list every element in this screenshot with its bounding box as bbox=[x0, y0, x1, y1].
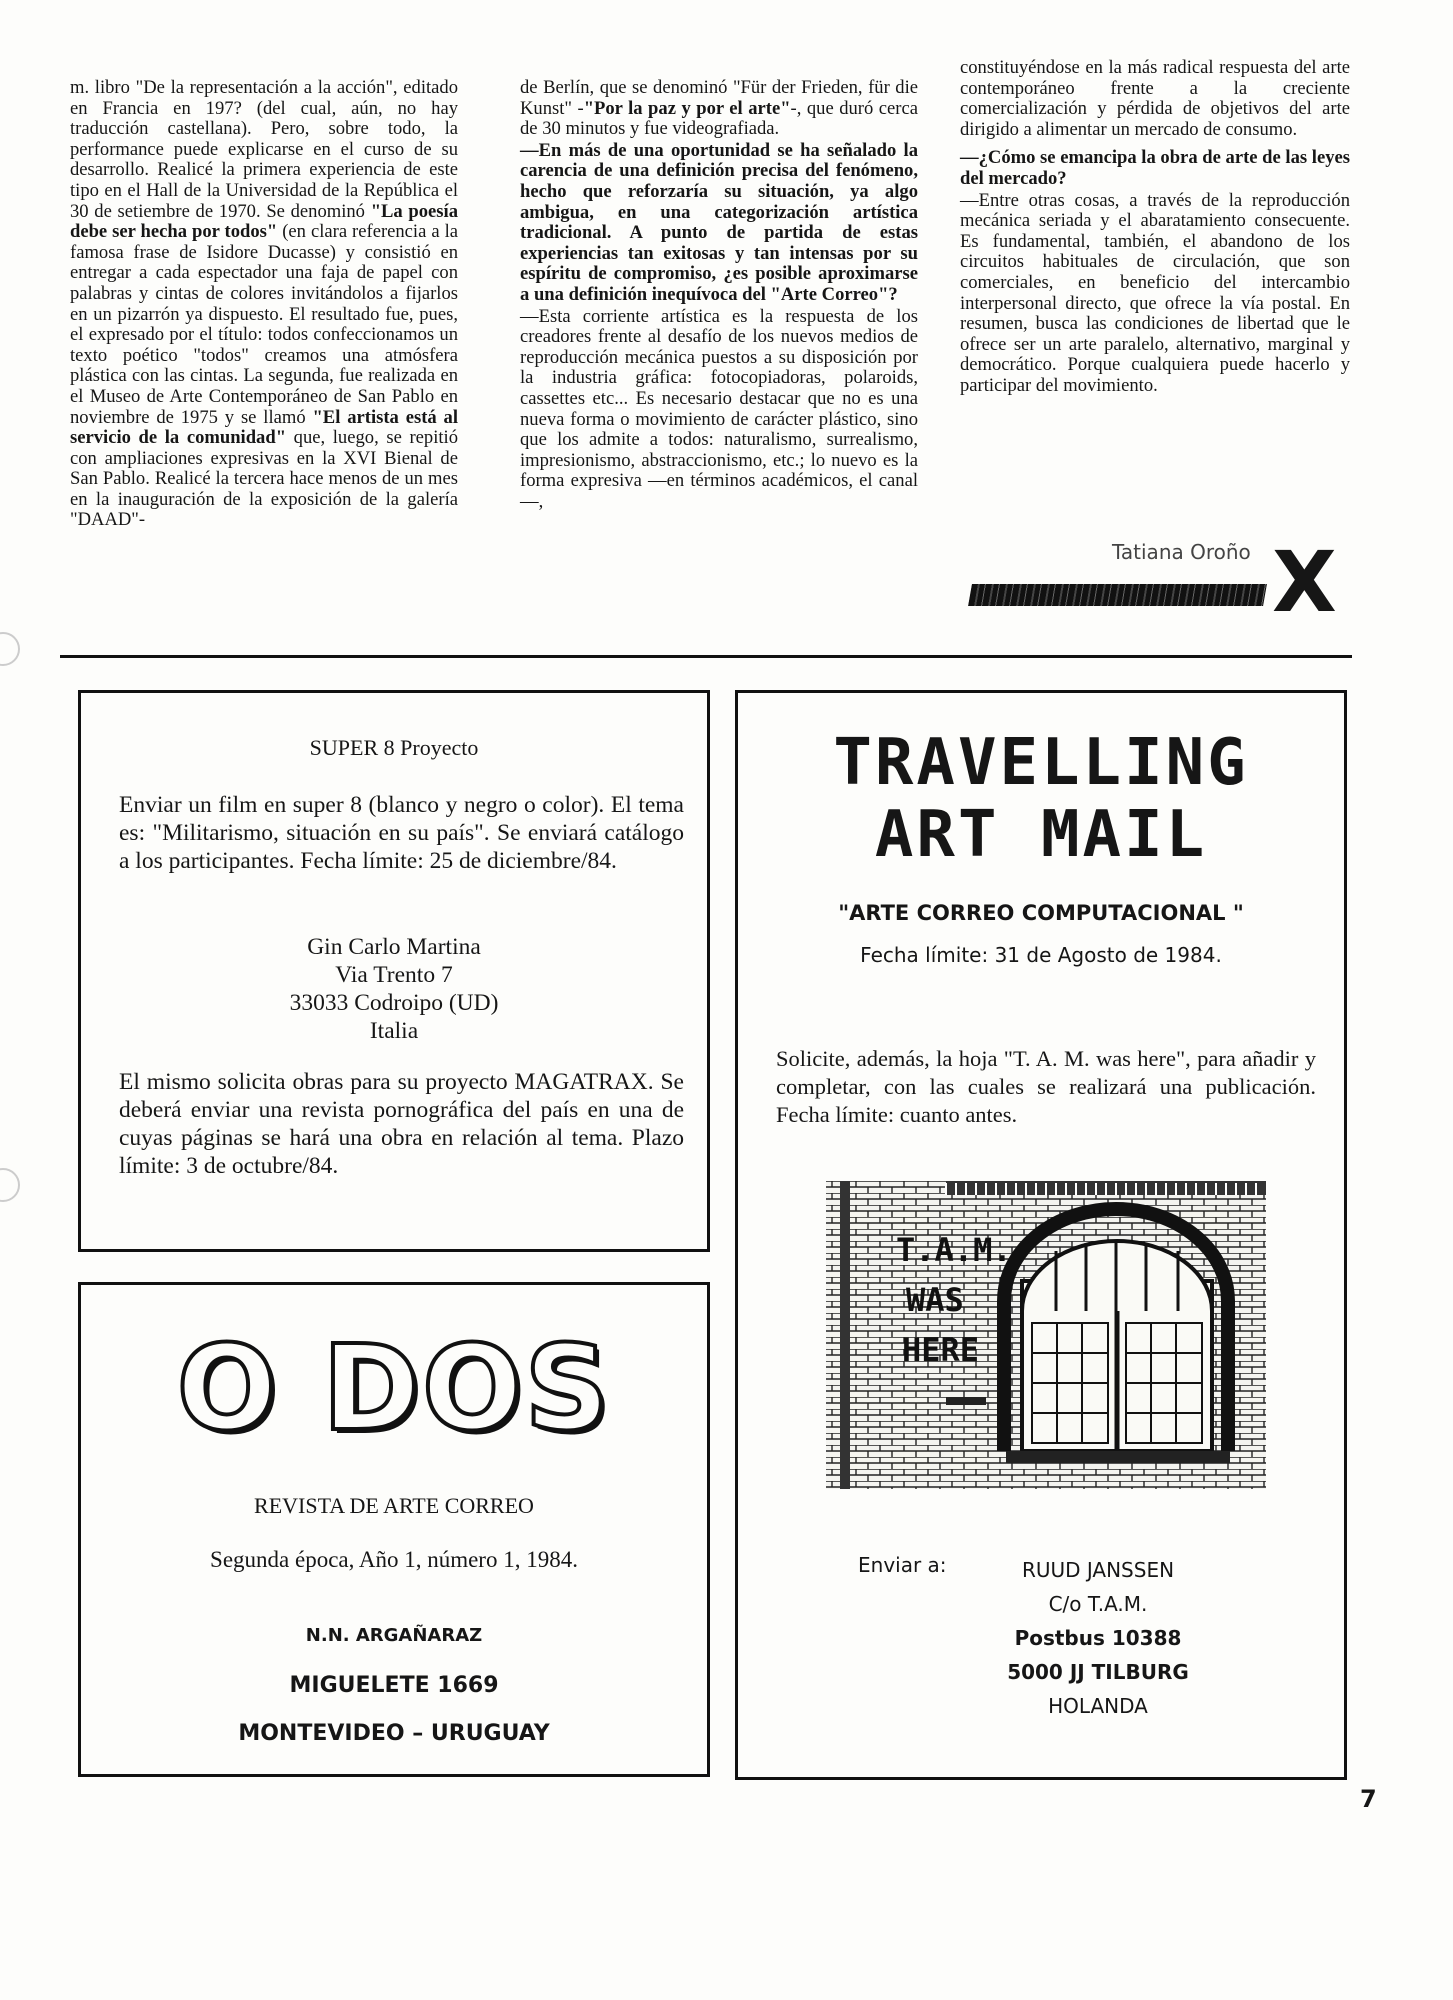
punch-hole bbox=[0, 632, 20, 666]
tam-address bbox=[968, 1553, 1228, 1723]
tam-deadline: Fecha límite: 31 de Agosto de 1984. bbox=[860, 943, 1222, 967]
address-line: Gin Carlo Martina bbox=[307, 934, 481, 960]
tam-title-line-1: TRAVELLING bbox=[833, 726, 1249, 800]
magatrax-body: El mismo solicita obras para su proyecto MAGATRAX. Se deberá enviar una revista pornográfica del país en una de cuyas páginas se hará una obra en relación al tema. Plazo límite: 3 de octubre/84. bbox=[119, 1069, 684, 1179]
super8-body: Enviar un film en super 8 (blanco y negro o color). El tema es: "Militarismo, situación en su país". Se enviará catálogo a los participantes. Fecha límite: 25 de diciembre/84. bbox=[119, 792, 684, 874]
interview-question-2: —¿Cómo se emancipa la obra de arte de las leyes del mercado? bbox=[960, 147, 1350, 189]
interview-answer-2: —Entre otras cosas, a través de la reproducción mecánica seriada y el abaratamiento consecuente. Es fundamental, también, el abandono de los circuitos habituales de circulación, que son comerciales, en beneficio del intercambio interpersonal directo, que ofrece la vía postal. En resumen, busca las condiciones de libertad que le ofrece ser un arte paralelo, alternativo, marginal y democrático. Porque cualquiera puede hacerlo y participar del movimiento. bbox=[960, 189, 1350, 396]
super8-address bbox=[81, 933, 707, 1045]
odos-city: MONTEVIDEO – URUGUAY bbox=[238, 1721, 550, 1746]
author-signature: Tatiana Oroño bbox=[1112, 540, 1251, 564]
column-2-paragraph-1: de Berlín, que se denominó "Für der Frieden, für die Kunst" -"Por la paz y por el arte"-, que duró cerca de 30 minutos y fue videografiada. bbox=[520, 77, 918, 140]
address-line: RUUD JANSSEN bbox=[1021, 1558, 1175, 1582]
tam-subtitle: "ARTE CORREO COMPUTACIONAL " bbox=[838, 901, 1244, 925]
address-line: 33033 Codroipo (UD) bbox=[289, 990, 499, 1016]
address-line: 5000 JJ TILBURG bbox=[1007, 1660, 1189, 1684]
odos-name: N.N. ARGAÑARAZ bbox=[305, 1625, 483, 1646]
graffiti-line-1: T.A.M. bbox=[896, 1231, 1012, 1269]
column-1-paragraph: m. libro "De la representación a la acción", editado en Francia en 197? (del cual, aún, no hay traducción castellana). Pero, sobre todo, la performance puede explicarse en el curso de su desarrollo. Realicé la primera experiencia de este tipo en el Hall de la Universidad de la República el 30 de setiembre de 1970. Se denominó "La poesía debe ser hecha por todos" (en clara referencia a la famosa frase de Isidore Ducasse) y consistió en entregar a cada espectador una faja de papel con palabras y cintas de colores invitándolos a fijarlos en un pizarrón ya dispuesto. El resultado fue, pues, el expresado por el título: todos confeccionamos un texto poético "todos" creamos una atmósfera plástica con las cintas. La segunda, fue realizada en el Museo de Arte Contemporáneo de San Pablo en noviembre de 1975 y se llamó "El artista está al servicio de la comunidad" que, luego, se repitió con ampliaciones expresivas en la XVI Bienal de San Pablo. Realicé la tercera hace menos de un mes en la inauguración de la exposición de la galería "DAAD"- bbox=[70, 77, 458, 531]
interview-answer-1: —Esta corriente artística es la respuesta de los creadores frente al desafío de los nuevos medios de reproducción mecánica puestos a su disposición por la industria gráfica: fotocopiadoras, polaroids, cassettes etc... Es necesario destacar que no es una nueva forma o movimiento de carácter plástico, sino que los admite a todos: naturalismo, surrealismo, impresionismo, abstraccionismo, etc.; lo nuevo es la forma expresiva —en términos académicos, el canal—, bbox=[520, 305, 918, 512]
graffiti-line-2: WAS bbox=[906, 1281, 964, 1319]
brick-wall-door-illustration bbox=[826, 1181, 1266, 1489]
address-line: C/o T.A.M. bbox=[1048, 1592, 1148, 1616]
address-line: HOLANDA bbox=[1048, 1694, 1148, 1718]
signature-scribble bbox=[968, 584, 1267, 606]
super8-ad-box bbox=[78, 690, 710, 1252]
graffiti-line-3: HERE bbox=[902, 1331, 980, 1369]
super8-title: SUPER 8 Proyecto bbox=[309, 735, 479, 760]
address-line: Via Trento 7 bbox=[335, 962, 453, 988]
odos-logo: O DOS bbox=[176, 1319, 612, 1457]
section-divider bbox=[60, 655, 1352, 658]
odos-subtitle: REVISTA DE ARTE CORREO bbox=[254, 1493, 534, 1518]
page-number: 7 bbox=[1360, 1785, 1377, 1813]
odos-ad-box bbox=[78, 1282, 710, 1777]
article-column-1 bbox=[70, 78, 458, 532]
article-column-2 bbox=[520, 78, 918, 513]
address-line: Postbus 10388 bbox=[1014, 1626, 1182, 1650]
tam-body: Solicite, además, la hoja "T. A. M. was here", para añadir y completar, con las cuales se realizará una publicación. Fecha límite: cuanto antes. bbox=[776, 1046, 1316, 1127]
odos-street: MIGUELETE 1669 bbox=[289, 1673, 499, 1698]
tam-send-label: Enviar a: bbox=[858, 1553, 947, 1577]
column-3-paragraph-1: constituyéndose en la más radical respuesta del arte contemporáneo frente a la creciente comercialización y pérdida de objetivos del arte dirigido a alimentar un mercado de consumo. bbox=[960, 57, 1350, 140]
interview-question-1: —En más de una oportunidad se ha señalado la carencia de una definición precisa del fenómeno, hecho que reforzaría su situación, ya algo ambigua, en una categorización artística tradicional. A punto de partida de estas experiencias tan exitosas y tan intensas por su espíritu de compromiso, ¿es posible aproximarse a una definición inequívoca del "Arte Correo"? bbox=[520, 139, 918, 305]
article-column-3 bbox=[960, 58, 1350, 398]
tam-ad-box bbox=[735, 690, 1347, 1780]
end-mark: X bbox=[1272, 533, 1337, 631]
punch-hole bbox=[0, 1168, 20, 1202]
tam-title-line-2: ART MAIL bbox=[874, 798, 1208, 872]
address-line: Italia bbox=[369, 1018, 419, 1044]
odos-edition: Segunda época, Año 1, número 1, 1984. bbox=[210, 1547, 578, 1572]
